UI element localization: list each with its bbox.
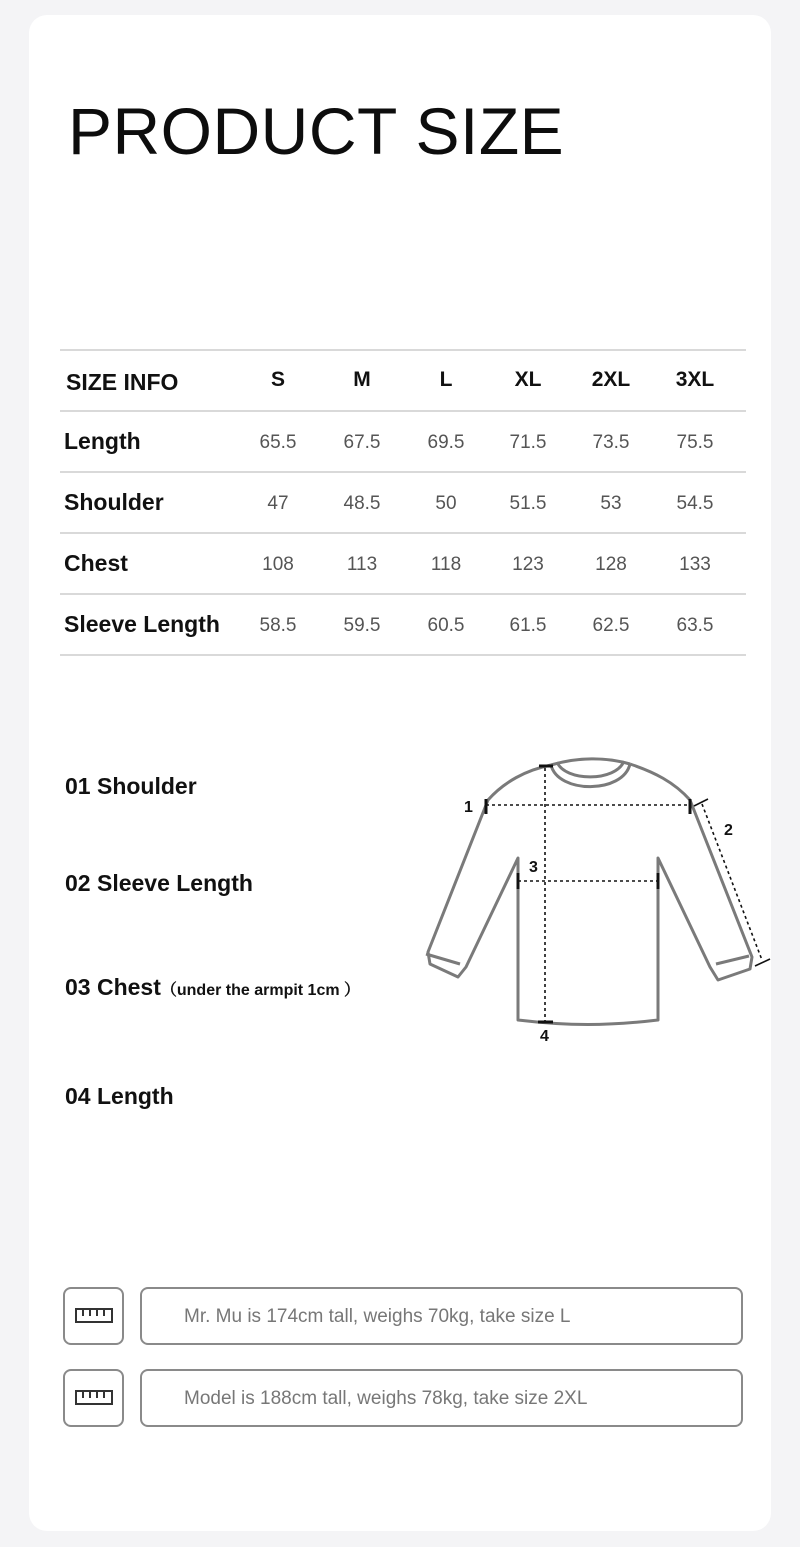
table-cell: 108: [262, 554, 294, 575]
table-cell: 59.5: [343, 615, 381, 636]
model-info-2: [63, 1369, 743, 1429]
table-cell: 53: [600, 493, 622, 514]
table-cell: 123: [512, 554, 544, 575]
page-title: PRODUCT SIZE: [68, 94, 565, 168]
model-info-text: Mr. Mu is 174cm tall, weighs 70kg, take size L: [140, 1287, 743, 1345]
size-2xl-header: 2XL: [591, 368, 631, 391]
legend-chest-note: （under the armpit 1cm ）: [160, 982, 361, 999]
table-cell: 113: [346, 554, 378, 575]
legend-sleeve-length: 02 Sleeve Length: [65, 870, 253, 896]
row-label: Chest: [64, 550, 128, 576]
table-cell: 71.5: [509, 432, 547, 453]
table-row-shoulder: [60, 473, 746, 534]
garment-diagram: [418, 752, 778, 1052]
row-label: Shoulder: [64, 489, 164, 515]
table-header-row: [60, 349, 746, 412]
table-cell: 118: [430, 554, 462, 575]
marker-3: 3: [529, 859, 538, 876]
row-label: Sleeve Length: [64, 611, 220, 637]
model-info-text: Model is 188cm tall, weighs 78kg, take size 2XL: [140, 1369, 743, 1427]
marker-2: 2: [724, 822, 733, 839]
table-cell: 61.5: [509, 615, 547, 636]
shirt-outline-icon: [418, 752, 778, 1052]
size-m-header: M: [353, 368, 371, 391]
table-row-sleeve-length: [60, 595, 746, 656]
size-s-header: S: [270, 368, 285, 391]
table-cell: 51.5: [509, 493, 547, 514]
table-cell: 73.5: [592, 432, 630, 453]
legend-shoulder: 01 Shoulder: [65, 773, 197, 799]
size-l-header: L: [439, 368, 453, 391]
ruler-icon: [63, 1287, 124, 1345]
table-cell: 67.5: [343, 432, 381, 453]
legend-chest: [65, 974, 360, 1001]
size-3xl-header: 3XL: [675, 368, 715, 391]
row-label: Length: [64, 428, 141, 454]
table-cell: 69.5: [427, 432, 465, 453]
legend-chest-label: 03 Chest: [65, 974, 161, 1000]
table-cell: 75.5: [676, 432, 714, 453]
table-cell: 65.5: [259, 432, 297, 453]
table-cell: 62.5: [592, 615, 630, 636]
model-info-1: [63, 1287, 743, 1347]
ruler-icon: [63, 1369, 124, 1427]
legend-length: 04 Length: [65, 1083, 174, 1109]
table-cell: 58.5: [259, 615, 297, 636]
table-row-length: [60, 412, 746, 473]
table-cell: 48.5: [343, 493, 381, 514]
marker-4: 4: [540, 1028, 549, 1045]
table-cell: 60.5: [427, 615, 465, 636]
marker-1: 1: [464, 799, 473, 816]
table-cell: 133: [679, 554, 711, 575]
size-xl-header: XL: [514, 368, 542, 391]
table-cell: 128: [595, 554, 627, 575]
table-cell: 47: [267, 493, 289, 514]
table-cell: 54.5: [676, 493, 714, 514]
table-cell: 50: [435, 493, 457, 514]
table-header-label: SIZE INFO: [66, 369, 179, 395]
size-table: [60, 349, 746, 656]
table-cell: 63.5: [676, 615, 714, 636]
table-row-chest: [60, 534, 746, 595]
